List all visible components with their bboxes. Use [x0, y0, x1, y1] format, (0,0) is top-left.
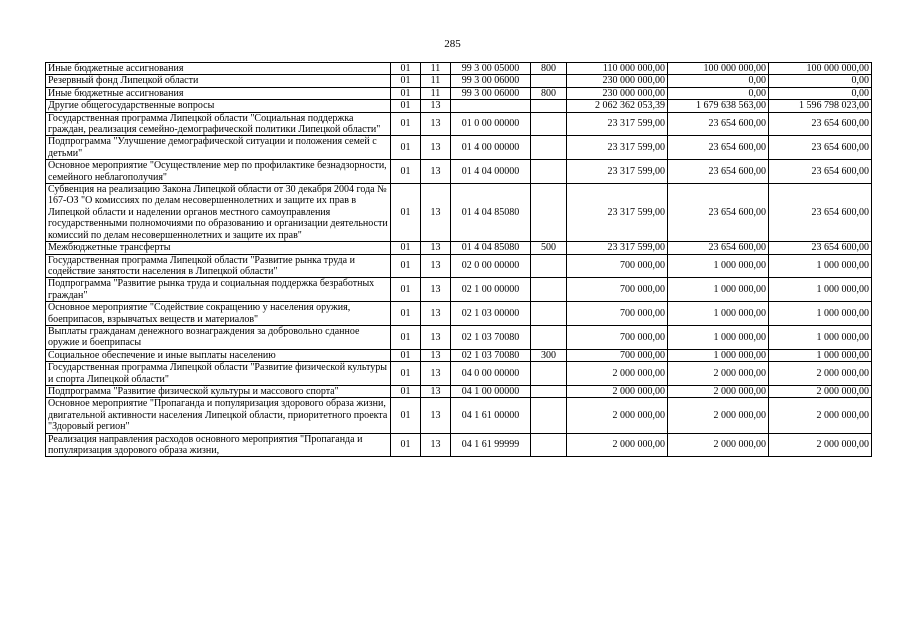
row-name-cell: Резервный фонд Липецкой области: [46, 75, 391, 87]
row-amount-year1-cell: 700 000,00: [567, 349, 668, 361]
row-amount-year2-cell: 0,00: [668, 75, 769, 87]
row-amount-year3-cell: 23 654 600,00: [769, 160, 872, 184]
row-target-code-cell: 02 0 00 00000: [451, 254, 531, 278]
row-subsection-cell: 13: [421, 278, 451, 302]
row-name-cell: Иные бюджетные ассигнования: [46, 63, 391, 75]
row-amount-year2-cell: 1 000 000,00: [668, 325, 769, 349]
row-name-cell: Субвенция на реализацию Закона Липецкой области от 30 декабря 2004 года № 167-ОЗ "О комиссиях по делам несовершеннолетних и защите их прав в Липецкой области и наделении органов местного самоуправления государственными полномочиями по образованию и организации деятельности комиссий по делам несовершеннолетних и защите их прав": [46, 184, 391, 242]
row-amount-year1-cell: 23 317 599,00: [567, 184, 668, 242]
row-amount-year3-cell: 2 000 000,00: [769, 362, 872, 386]
row-amount-year2-cell: 23 654 600,00: [668, 136, 769, 160]
row-name-cell: Реализация направления расходов основного мероприятия "Пропаганда и популяризация здорового образа жизни,: [46, 433, 391, 457]
table-row: [46, 75, 872, 87]
row-section-cell: 01: [391, 100, 421, 112]
row-amount-year1-cell: 2 000 000,00: [567, 433, 668, 457]
row-amount-year3-cell: 1 000 000,00: [769, 254, 872, 278]
row-expense-type-cell: 800: [531, 63, 567, 75]
row-target-code-cell: [451, 100, 531, 112]
row-expense-type-cell: [531, 160, 567, 184]
row-amount-year1-cell: 2 000 000,00: [567, 362, 668, 386]
row-expense-type-cell: [531, 362, 567, 386]
row-section-cell: 01: [391, 136, 421, 160]
row-amount-year2-cell: 1 679 638 563,00: [668, 100, 769, 112]
row-section-cell: 01: [391, 184, 421, 242]
row-name-cell: Государственная программа Липецкой области "Развитие физической культуры и спорта Липецкой области": [46, 362, 391, 386]
row-expense-type-cell: [531, 302, 567, 326]
row-target-code-cell: 02 1 03 00000: [451, 302, 531, 326]
row-name-cell: Иные бюджетные ассигнования: [46, 87, 391, 99]
table-row: [46, 398, 872, 433]
row-amount-year2-cell: 23 654 600,00: [668, 184, 769, 242]
row-amount-year1-cell: 700 000,00: [567, 278, 668, 302]
row-expense-type-cell: [531, 433, 567, 457]
table-row: [46, 349, 872, 361]
row-amount-year2-cell: 1 000 000,00: [668, 278, 769, 302]
row-amount-year1-cell: 23 317 599,00: [567, 136, 668, 160]
row-amount-year3-cell: 1 596 798 023,00: [769, 100, 872, 112]
row-amount-year1-cell: 700 000,00: [567, 302, 668, 326]
row-expense-type-cell: [531, 254, 567, 278]
row-name-cell: Основное мероприятие "Пропаганда и популяризация здорового образа жизни, двигательной активности населения Липецкой области, приоритетного проекта "Здоровый регион": [46, 398, 391, 433]
row-expense-type-cell: 800: [531, 87, 567, 99]
row-amount-year1-cell: 2 062 362 053,39: [567, 100, 668, 112]
row-amount-year1-cell: 2 000 000,00: [567, 398, 668, 433]
table-row: [46, 254, 872, 278]
row-amount-year2-cell: 1 000 000,00: [668, 349, 769, 361]
row-amount-year2-cell: 1 000 000,00: [668, 302, 769, 326]
row-section-cell: 01: [391, 160, 421, 184]
row-amount-year2-cell: 2 000 000,00: [668, 362, 769, 386]
row-target-code-cell: 04 1 61 99999: [451, 433, 531, 457]
row-target-code-cell: 01 4 04 85080: [451, 184, 531, 242]
table-row: [46, 87, 872, 99]
row-name-cell: Основное мероприятие "Содействие сокращению у населения оружия, боеприпасов, взрывчатых веществ и материалов": [46, 302, 391, 326]
row-amount-year3-cell: 1 000 000,00: [769, 325, 872, 349]
row-target-code-cell: 02 1 00 00000: [451, 278, 531, 302]
row-section-cell: 01: [391, 112, 421, 136]
row-amount-year2-cell: 100 000 000,00: [668, 63, 769, 75]
row-amount-year1-cell: 23 317 599,00: [567, 242, 668, 254]
row-amount-year1-cell: 2 000 000,00: [567, 385, 668, 397]
row-name-cell: Подпрограмма "Развитие физической культуры и массового спорта": [46, 385, 391, 397]
row-name-cell: Выплаты гражданам денежного вознаграждения за добровольно сданное оружие и боеприпасы: [46, 325, 391, 349]
row-section-cell: 01: [391, 242, 421, 254]
row-section-cell: 01: [391, 278, 421, 302]
table-row: [46, 385, 872, 397]
row-section-cell: 01: [391, 362, 421, 386]
table-body: [46, 63, 872, 457]
row-target-code-cell: 99 3 00 06000: [451, 75, 531, 87]
row-amount-year3-cell: 23 654 600,00: [769, 242, 872, 254]
row-name-cell: Государственная программа Липецкой области "Социальная поддержка граждан, реализация семейно-демографической политики Липецкой области": [46, 112, 391, 136]
row-expense-type-cell: 500: [531, 242, 567, 254]
row-expense-type-cell: [531, 112, 567, 136]
row-target-code-cell: 99 3 00 06000: [451, 87, 531, 99]
table-row: [46, 136, 872, 160]
row-section-cell: 01: [391, 63, 421, 75]
row-target-code-cell: 01 4 04 85080: [451, 242, 531, 254]
row-section-cell: 01: [391, 433, 421, 457]
row-name-cell: Подпрограмма "Развитие рынка труда и социальная поддержка безработных граждан": [46, 278, 391, 302]
row-target-code-cell: 99 3 00 05000: [451, 63, 531, 75]
row-amount-year1-cell: 110 000 000,00: [567, 63, 668, 75]
row-expense-type-cell: [531, 278, 567, 302]
row-amount-year3-cell: 2 000 000,00: [769, 385, 872, 397]
row-subsection-cell: 13: [421, 136, 451, 160]
row-amount-year3-cell: 2 000 000,00: [769, 433, 872, 457]
page-number: 285: [444, 38, 461, 50]
row-subsection-cell: 13: [421, 385, 451, 397]
row-target-code-cell: 01 0 00 00000: [451, 112, 531, 136]
table-row: [46, 433, 872, 457]
row-subsection-cell: 11: [421, 63, 451, 75]
row-section-cell: 01: [391, 302, 421, 326]
row-amount-year1-cell: 700 000,00: [567, 325, 668, 349]
table-row: [46, 160, 872, 184]
row-amount-year3-cell: 0,00: [769, 87, 872, 99]
row-target-code-cell: 02 1 03 70080: [451, 325, 531, 349]
budget-table: [45, 62, 872, 457]
row-target-code-cell: 04 1 00 00000: [451, 385, 531, 397]
row-amount-year1-cell: 700 000,00: [567, 254, 668, 278]
row-section-cell: 01: [391, 398, 421, 433]
row-expense-type-cell: [531, 325, 567, 349]
row-target-code-cell: 02 1 03 70080: [451, 349, 531, 361]
row-subsection-cell: 13: [421, 362, 451, 386]
row-target-code-cell: 04 0 00 00000: [451, 362, 531, 386]
row-amount-year3-cell: 23 654 600,00: [769, 184, 872, 242]
row-name-cell: Государственная программа Липецкой области "Развитие рынка труда и содействие занятости населения в Липецкой области": [46, 254, 391, 278]
row-expense-type-cell: [531, 75, 567, 87]
row-amount-year2-cell: 0,00: [668, 87, 769, 99]
row-expense-type-cell: [531, 184, 567, 242]
row-expense-type-cell: [531, 136, 567, 160]
row-name-cell: Подпрограмма "Улучшение демографической ситуации и положения семей с детьми": [46, 136, 391, 160]
table-row: [46, 362, 872, 386]
row-subsection-cell: 13: [421, 112, 451, 136]
row-amount-year3-cell: 2 000 000,00: [769, 398, 872, 433]
row-subsection-cell: 13: [421, 398, 451, 433]
row-subsection-cell: 13: [421, 184, 451, 242]
table-row: [46, 100, 872, 112]
row-section-cell: 01: [391, 75, 421, 87]
row-subsection-cell: 13: [421, 160, 451, 184]
row-subsection-cell: 13: [421, 349, 451, 361]
row-amount-year2-cell: 23 654 600,00: [668, 112, 769, 136]
row-target-code-cell: 04 1 61 00000: [451, 398, 531, 433]
row-amount-year3-cell: 1 000 000,00: [769, 278, 872, 302]
row-section-cell: 01: [391, 254, 421, 278]
row-subsection-cell: 13: [421, 242, 451, 254]
row-subsection-cell: 11: [421, 87, 451, 99]
row-name-cell: Основное мероприятие "Осуществление мер по профилактике безнадзорности, семейного неблагополучия": [46, 160, 391, 184]
row-target-code-cell: 01 4 04 00000: [451, 160, 531, 184]
row-name-cell: Межбюджетные трансферты: [46, 242, 391, 254]
row-target-code-cell: 01 4 00 00000: [451, 136, 531, 160]
table-row: [46, 325, 872, 349]
row-amount-year1-cell: 23 317 599,00: [567, 112, 668, 136]
row-amount-year3-cell: 23 654 600,00: [769, 112, 872, 136]
row-amount-year1-cell: 230 000 000,00: [567, 87, 668, 99]
row-subsection-cell: 13: [421, 302, 451, 326]
row-amount-year2-cell: 23 654 600,00: [668, 242, 769, 254]
row-expense-type-cell: 300: [531, 349, 567, 361]
table-row: [46, 184, 872, 242]
row-amount-year1-cell: 230 000 000,00: [567, 75, 668, 87]
table-row: [46, 278, 872, 302]
row-expense-type-cell: [531, 100, 567, 112]
row-subsection-cell: 13: [421, 254, 451, 278]
row-subsection-cell: 13: [421, 100, 451, 112]
row-amount-year2-cell: 23 654 600,00: [668, 160, 769, 184]
row-section-cell: 01: [391, 385, 421, 397]
row-amount-year2-cell: 2 000 000,00: [668, 385, 769, 397]
row-subsection-cell: 13: [421, 433, 451, 457]
row-name-cell: Другие общегосударственные вопросы: [46, 100, 391, 112]
table-row: [46, 242, 872, 254]
row-section-cell: 01: [391, 325, 421, 349]
row-amount-year3-cell: 1 000 000,00: [769, 349, 872, 361]
row-expense-type-cell: [531, 398, 567, 433]
row-amount-year2-cell: 2 000 000,00: [668, 398, 769, 433]
row-section-cell: 01: [391, 87, 421, 99]
row-amount-year2-cell: 2 000 000,00: [668, 433, 769, 457]
row-amount-year3-cell: 1 000 000,00: [769, 302, 872, 326]
row-subsection-cell: 11: [421, 75, 451, 87]
table-row: [46, 112, 872, 136]
row-amount-year2-cell: 1 000 000,00: [668, 254, 769, 278]
row-section-cell: 01: [391, 349, 421, 361]
row-amount-year3-cell: 100 000 000,00: [769, 63, 872, 75]
row-amount-year3-cell: 0,00: [769, 75, 872, 87]
row-amount-year3-cell: 23 654 600,00: [769, 136, 872, 160]
table-row: [46, 302, 872, 326]
row-name-cell: Социальное обеспечение и иные выплаты населению: [46, 349, 391, 361]
row-amount-year1-cell: 23 317 599,00: [567, 160, 668, 184]
table-row: [46, 63, 872, 75]
row-expense-type-cell: [531, 385, 567, 397]
row-subsection-cell: 13: [421, 325, 451, 349]
